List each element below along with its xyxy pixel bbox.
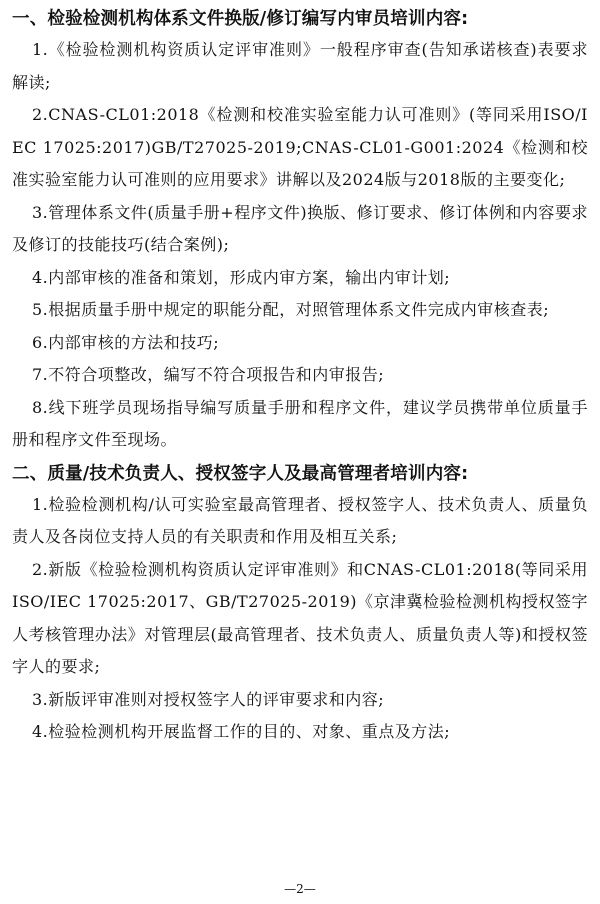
section-1 bbox=[12, 4, 588, 457]
section-2 bbox=[12, 459, 588, 749]
section-heading: 一、检验检测机构体系文件换版/修订编写内审员培训内容: bbox=[12, 9, 469, 29]
list-item: 1.检验检测机构/认可实验室最高管理者、授权签字人、技术负责人、质量负责人及各岗位支持人员的有关职责和作用及相互关系; bbox=[12, 494, 588, 546]
list-item: 5.根据质量手册中规定的职能分配，对照管理体系文件完成内审核查表; bbox=[32, 300, 550, 319]
list-item: 4.内部审核的准备和策划，形成内审方案，输出内审计划; bbox=[32, 267, 451, 287]
section-heading: 二、质量/技术负责人、授权签字人及最高管理者培训内容: bbox=[12, 463, 469, 484]
list-item: 3.新版评审准则对授权签字人的评审要求和内容; bbox=[32, 689, 385, 709]
list-item: 8.线下班学员现场指导编写质量手册和程序文件，建议学员携带单位质量手册和程序文件至现场。 bbox=[12, 397, 588, 449]
list-item: 7.不符合项整改，编写不符合项报告和内审报告; bbox=[32, 365, 385, 384]
list-item: 2.新版《检验检测机构资质认定评审准则》和CNAS-CL01:2018(等同采用ISO/IEC 17025:2017、GB/T27025-2019)《京津冀检验检测机构授权签字人考核管理办法》对管理层(最高管理者、技术负责人、质量负责人等)和授权签字人的要求; bbox=[12, 559, 588, 676]
page-number: —2— bbox=[284, 882, 316, 896]
list-item: 1.《检验检测机构资质认定评审准则》一般程序审查(告知承诺核查)表要求解读; bbox=[12, 40, 588, 92]
list-item: 6.内部审核的方法和技巧; bbox=[32, 332, 220, 352]
document-page bbox=[12, 4, 588, 749]
list-item: 4.检验检测机构开展监督工作的目的、对象、重点及方法; bbox=[32, 722, 451, 741]
list-item: 2.CNAS-CL01:2018《检测和校准实验室能力认可准则》(等同采用ISO/IEC 17025:2017)GB/T27025-2019;CNAS-CL01-G001:2024《检测和校准实验室能力认可准则的应用要求》讲解以及2024版与2018版的主要变化; bbox=[12, 105, 588, 189]
list-item: 3.管理体系文件(质量手册+程序文件)换版、修订要求、修订体例和内容要求及修订的技能技巧(结合案例); bbox=[12, 202, 588, 254]
